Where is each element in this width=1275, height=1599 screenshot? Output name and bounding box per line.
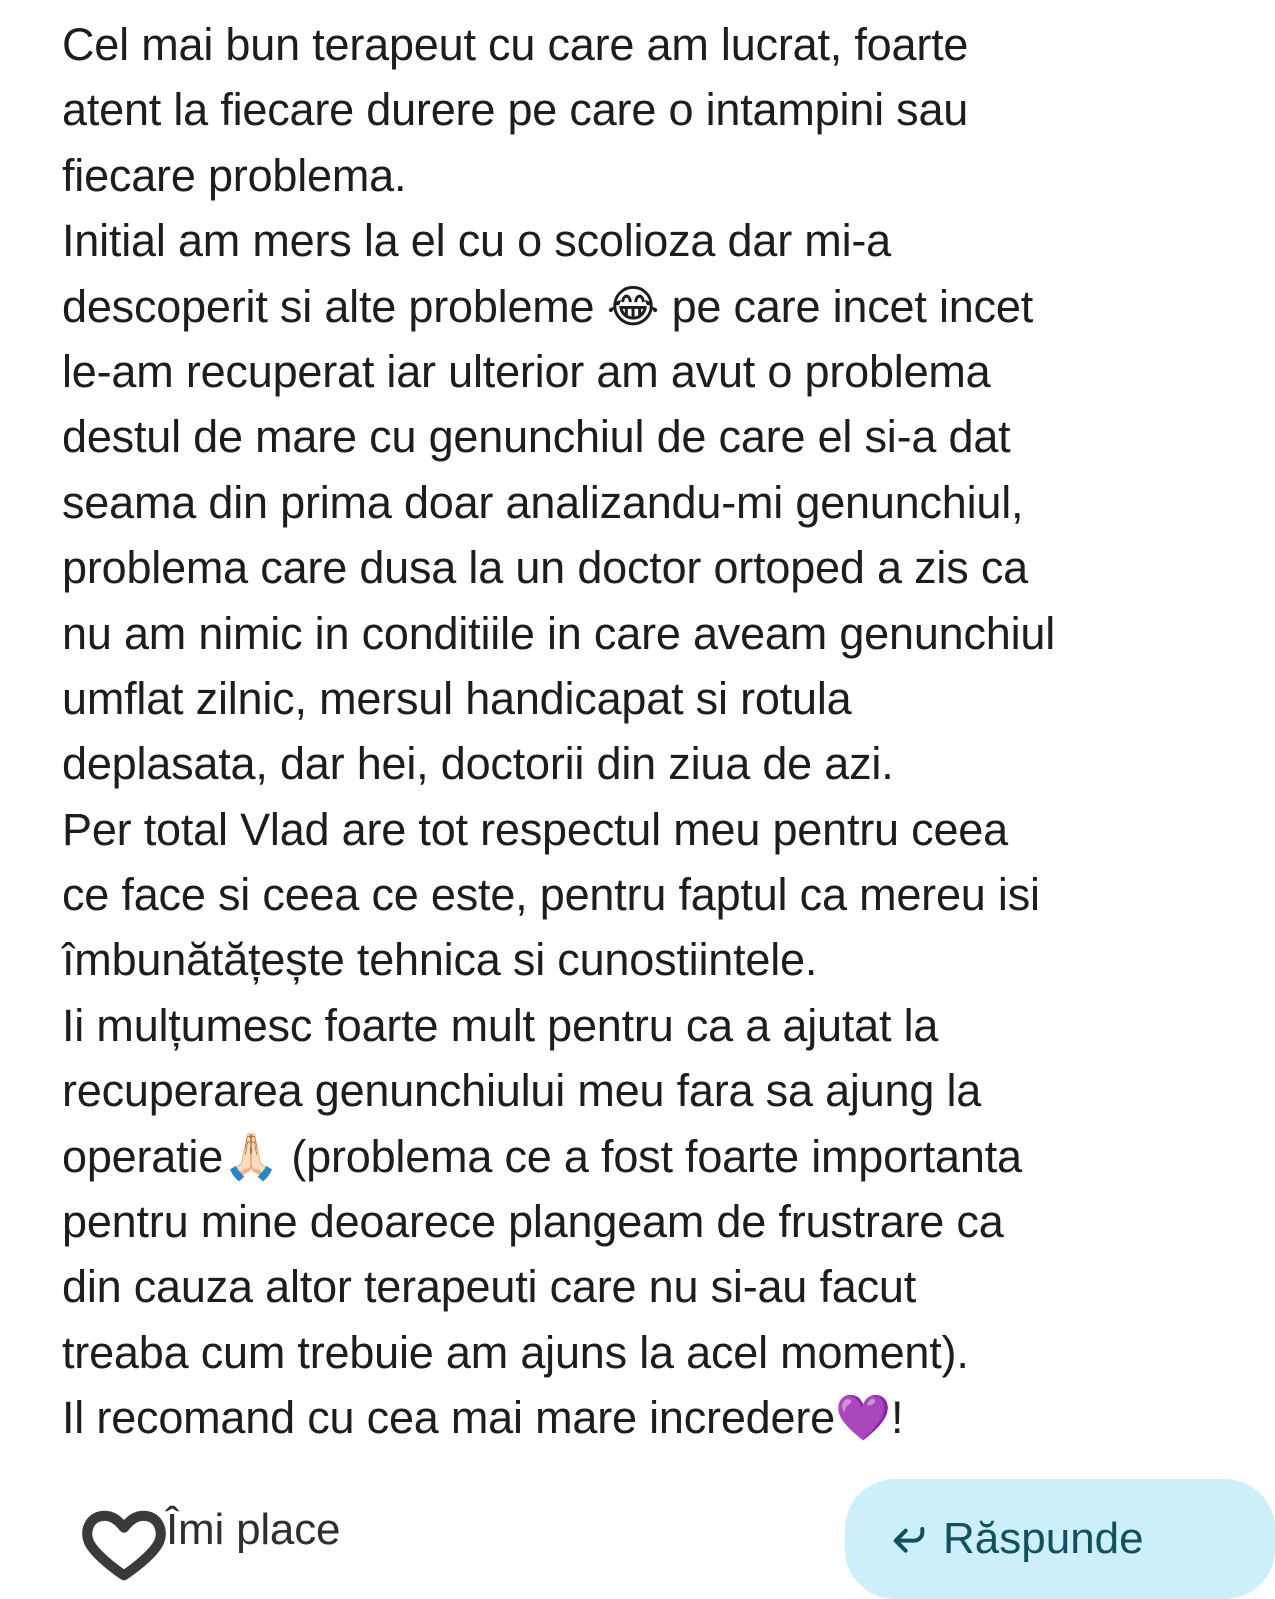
review-text-line: treaba cum trebuie am ajuns la acel moment).: [62, 1326, 969, 1378]
review-text-line: nu am nimic in conditiile in care aveam genunchiul: [62, 607, 1056, 659]
review-text-line: Initial am mers la el cu o scolioza dar mi-a: [62, 215, 891, 267]
heart-outline-icon: [82, 1504, 166, 1584]
like-button-label[interactable]: Îmi place: [166, 1505, 341, 1554]
reply-button[interactable]: [845, 1479, 1275, 1599]
reply-arrow-icon: [889, 1519, 929, 1569]
review-text-line: Ii mulțumesc foarte mult pentru ca a ajutat la: [62, 999, 939, 1051]
review-text-line: umflat zilnic, mersul handicapat si rotula: [62, 672, 852, 724]
reply-button-label: Răspunde: [943, 1514, 1144, 1563]
review-text-line: atent la fiecare durere pe care o intampini sau: [62, 84, 969, 136]
review-text-line: pentru mine deoarece plangeam de frustrare ca: [62, 1196, 1004, 1248]
review-text-line: Cel mai bun terapeut cu care am lucrat, foarte: [62, 19, 969, 70]
review-text-line: operatie🙏🏻 (problema ce a fost foarte importanta: [62, 1130, 1022, 1182]
heart-like-button[interactable]: [82, 1504, 166, 1584]
review-text-line: le-am recuperat iar ulterior am avut o problema: [62, 345, 991, 397]
review-text-line: deplasata, dar hei, doctorii din ziua de azi.: [62, 738, 894, 790]
review-text-line: destul de mare cu genunchiul de care el si-a dat: [62, 411, 1011, 463]
inline-emoji: 😂: [606, 280, 660, 332]
review-text-line: Il recomand cu cea mai mare incredere💜!: [62, 1392, 904, 1444]
review-text-line: descoperit si alte probleme 😂 pe care incet incet: [62, 280, 1033, 332]
inline-emoji: 💜: [834, 1392, 891, 1444]
review-text-line: îmbunătățește tehnica si cunostiintele.: [62, 934, 818, 986]
review-text-line: problema care dusa la un doctor ortoped a zis ca: [62, 542, 1028, 594]
review-text-line: Per total Vlad are tot respectul meu pentru ceea: [62, 803, 1008, 855]
inline-emoji: 🙏🏻: [223, 1130, 280, 1182]
review-text: [62, 12, 1167, 1451]
review-text-line: recuperarea genunchiului meu fara sa ajung la: [62, 1065, 982, 1117]
review-text-line: din cauza altor terapeuti care nu si-au facut: [62, 1261, 916, 1313]
review-text-line: fiecare problema.: [62, 149, 407, 201]
review-text-line: seama din prima doar analizandu-mi genunchiul,: [62, 476, 1024, 528]
review-text-line: ce face si ceea ce este, pentru faptul ca mereu isi: [62, 869, 1040, 921]
